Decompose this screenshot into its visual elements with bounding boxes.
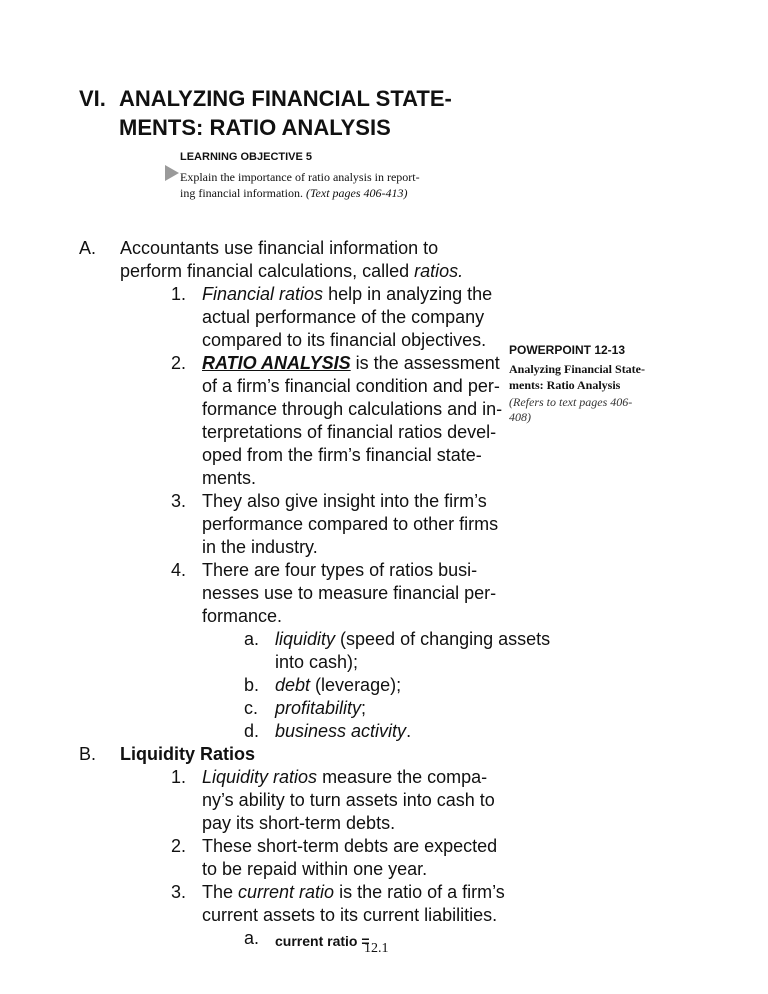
sublist-item-text: liquidity (speed of changing assets — [275, 629, 551, 649]
sublist-label: d. — [244, 721, 260, 741]
sublist-label: a. — [244, 928, 260, 948]
section-title-line1: ANALYZING FINANCIAL STATE- — [119, 86, 452, 111]
learning-objective-description: Explain the importance of ratio analysis in report- ing financial information. (Text pages 406-413) — [180, 170, 420, 200]
sublist-item-text: profitability; — [275, 698, 367, 718]
list-item-text: The current ratio is the ratio of a firm’s — [202, 882, 505, 902]
list-item-text: Liquidity ratios measure the compa- — [202, 767, 488, 787]
outline-label-a: A. — [79, 238, 97, 258]
outline-label-b: B. — [79, 744, 97, 764]
list-number: 2. — [171, 353, 187, 373]
list-item-text: oped from the firm’s financial state- — [202, 445, 482, 465]
list-item-text: RATIO ANALYSIS is the assessment — [202, 353, 500, 373]
list-item-text: to be repaid within one year. — [202, 859, 428, 879]
list-item-text: in the industry. — [202, 537, 318, 557]
list-number: 2. — [171, 836, 187, 856]
list-item-text: Financial ratios help in analyzing the — [202, 284, 493, 304]
list-item-text: These short-term debts are expected — [202, 836, 498, 856]
key-term: RATIO ANALYSIS — [202, 353, 351, 373]
sublist-item-text: business activity. — [275, 721, 412, 741]
learning-objective-title: LEARNING OBJECTIVE 5 — [180, 151, 313, 163]
list-number: 3. — [171, 882, 187, 902]
text-page-reference: (Text pages 406-413) — [305, 186, 408, 200]
powerpoint-subtitle: Analyzing Financial State- ments: Ratio Analysis — [509, 362, 646, 392]
triangle-arrow-icon — [165, 165, 179, 181]
list-item-text: pay its short-term debts. — [202, 813, 396, 833]
outline-a-text: perform financial calculations, called ratios. — [120, 261, 464, 281]
sublist-item-text: into cash); — [275, 652, 359, 672]
powerpoint-label: POWERPOINT 12-13 — [509, 343, 626, 357]
list-item-text: They also give insight into the firm’s — [202, 491, 487, 511]
sublist-label: c. — [244, 698, 259, 718]
list-item-text: nesses use to measure financial per- — [202, 583, 497, 603]
list-item-text: ny’s ability to turn assets into cash to — [202, 790, 495, 810]
list-item-text: formance through calculations and in- — [202, 399, 503, 419]
list-item-text: There are four types of ratios busi- — [202, 560, 478, 580]
list-number: 3. — [171, 491, 187, 511]
list-item-text: ments. — [202, 468, 257, 488]
page-number: 12.1 — [364, 941, 389, 956]
section-numeral: VI. — [79, 86, 106, 111]
subsection-title: Liquidity Ratios — [120, 744, 255, 764]
list-item-text: performance compared to other firms — [202, 514, 499, 534]
sublist-label: b. — [244, 675, 260, 695]
list-item-text: current assets to its current liabilities. — [202, 905, 498, 925]
list-item-text: actual performance of the company — [202, 307, 485, 327]
outline-a-text: Accountants use financial information to — [120, 238, 439, 258]
list-item-text: of a firm’s financial condition and per- — [202, 376, 500, 396]
sublist-item-text: debt (leverage); — [275, 675, 402, 695]
list-number: 1. — [171, 284, 187, 304]
sublist-label: a. — [244, 629, 260, 649]
list-number: 4. — [171, 560, 187, 580]
list-number: 1. — [171, 767, 187, 787]
list-item-text: compared to its financial objectives. — [202, 330, 487, 350]
list-item-text: terpretations of financial ratios devel- — [202, 422, 497, 442]
list-item-text: formance. — [202, 606, 283, 626]
formula-text: current ratio = — [275, 933, 370, 949]
powerpoint-reference: (Refers to text pages 406- 408) — [509, 395, 633, 424]
section-title-line2: MENTS: RATIO ANALYSIS — [119, 115, 391, 140]
